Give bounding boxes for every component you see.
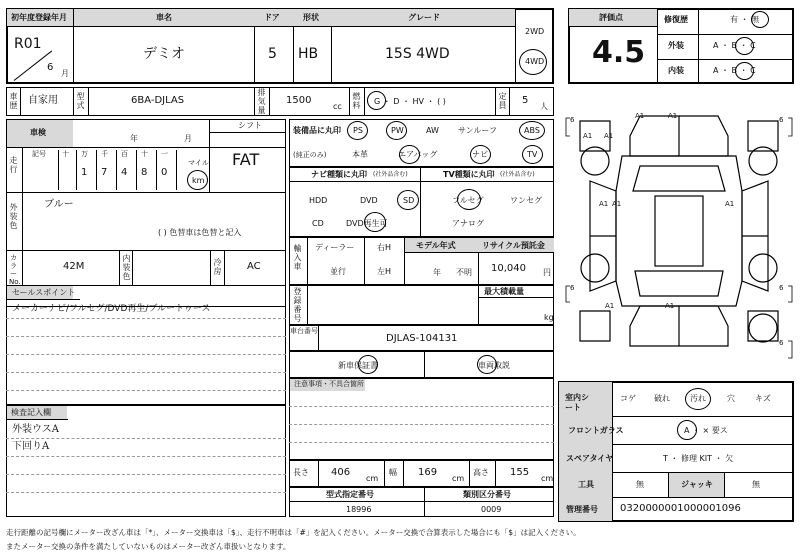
reg-month-unit: 月 xyxy=(61,69,69,78)
registration-label: 登録番号 xyxy=(293,287,302,323)
interior-b-circle xyxy=(735,62,754,80)
car-outline xyxy=(580,116,778,346)
recycle-value: 10,040 xyxy=(491,263,526,274)
glass-options: A ・ × 要ス xyxy=(684,426,728,435)
equipment-item: AW xyxy=(426,126,439,135)
import-left: 左H xyxy=(377,267,392,276)
navi-circle xyxy=(470,145,491,164)
digit-value: 8 xyxy=(141,167,148,178)
score-label: 評価点 xyxy=(599,13,623,22)
equipment-item: 本革 xyxy=(352,150,368,159)
notes-label: 注意事項・不具合箇所 xyxy=(294,380,364,388)
model-year-unknown: 不明 xyxy=(456,268,472,277)
capacity-label: 定員 xyxy=(498,92,507,110)
width-unit: cm xyxy=(452,474,465,483)
displacement-label: 排気量 xyxy=(257,88,266,115)
reg-month: 6 xyxy=(47,62,54,73)
mile-label: マイル xyxy=(188,159,209,167)
score-value: 4.5 xyxy=(592,35,646,70)
navi-dvd: DVD xyxy=(360,196,378,205)
length-unit: cm xyxy=(366,474,379,483)
model-value: 6BA-DJLAS xyxy=(131,95,185,106)
usage-label: 車歴 xyxy=(9,92,18,110)
inspection-notes-line1: 外装ウスA xyxy=(12,424,59,435)
footer-line2: またメーター交換の条件を満たしていないものはメーター改ざん車扱いとなります。 xyxy=(6,542,291,551)
tire-depth-label: 6 xyxy=(779,339,784,347)
height-value: 155 xyxy=(510,467,530,478)
damage-mark: A1 xyxy=(635,112,645,120)
new-warranty: 新車保証書 xyxy=(338,361,378,370)
digit-header: 十 xyxy=(62,150,69,158)
tv-oneseg: ワンセグ xyxy=(510,196,542,205)
width-label: 幅 xyxy=(389,468,397,477)
equipment-item: ABS xyxy=(524,126,540,135)
mileage-label: 走行 xyxy=(9,156,18,174)
model-label: 型式 xyxy=(76,92,85,110)
navi-hdd: HDD xyxy=(309,196,328,205)
inspection-label: 車検 xyxy=(30,128,46,137)
exterior-color-label: 外装色 xyxy=(9,203,18,230)
repair-none-circle xyxy=(751,11,769,28)
digit-header: 万 xyxy=(81,150,88,158)
grade-value: 15S 4WD xyxy=(385,46,450,62)
max-load-label: 最大積載量 xyxy=(484,287,524,296)
navi-sd: SD xyxy=(403,196,415,205)
type-no-value: 18996 xyxy=(346,505,372,514)
fuel-label: 燃料 xyxy=(352,92,361,110)
ps-circle xyxy=(347,121,368,140)
damage-mark: A1 xyxy=(725,200,735,208)
ac-label: 冷房 xyxy=(213,258,222,276)
sales-point-label: セールスポイント xyxy=(12,288,76,297)
drive-4wd-option: 4WD xyxy=(525,57,545,66)
import-parallel: 並行 xyxy=(330,267,346,276)
mgmt-value: 0320000001000001096 xyxy=(620,503,741,514)
reg-year-label: 初年度登録年月 xyxy=(11,13,67,22)
tire-depth-label: 6 xyxy=(570,284,575,292)
seat-option: 破れ xyxy=(654,394,670,403)
body-type-value: HB xyxy=(298,46,319,62)
digit-value: 4 xyxy=(121,167,128,178)
abs-circle xyxy=(519,121,545,140)
damage-mark: A1 xyxy=(665,302,675,310)
navi-sd-circle xyxy=(397,190,419,210)
height-unit: cm xyxy=(541,474,554,483)
length-label: 長さ xyxy=(293,468,309,477)
digit-header: 十 xyxy=(141,150,148,158)
grade-label: グレード xyxy=(408,13,440,22)
length-value: 406 xyxy=(331,467,351,478)
tv-header: TV種類に丸印 xyxy=(443,170,495,179)
car-name-label: 車名 xyxy=(156,13,172,22)
kg-unit: kg xyxy=(544,313,554,322)
recycle-yen: 円 xyxy=(543,268,551,277)
equipment-item: PW xyxy=(391,126,404,135)
chassis-value: DJLAS-104131 xyxy=(386,333,458,344)
fuel-g-circle xyxy=(367,91,386,110)
dvd-play-circle xyxy=(364,212,386,232)
capacity-value: 5 xyxy=(522,95,529,106)
interior-color-label: 内装色 xyxy=(122,254,131,281)
repair-options: 有 ・ 無 xyxy=(730,15,760,24)
damage-mark: A1 xyxy=(668,112,678,120)
equipment-item: TV xyxy=(527,150,538,159)
exterior-options: A ・ B ・ C xyxy=(713,41,756,50)
fuel-options: G ・ D ・ HV ・ ( ) xyxy=(374,97,446,106)
inspection-month-unit: 月 xyxy=(184,134,192,143)
drive-2wd-option: 2WD xyxy=(525,27,545,36)
recycle-label: リサイクル預託金 xyxy=(482,241,545,250)
tv-header-note: (社外品含む) xyxy=(500,171,535,178)
shift-label: シフト xyxy=(238,121,262,130)
exterior-color-value: ブルー xyxy=(44,199,74,210)
equipment-sub-label: (純正のみ) xyxy=(293,151,327,159)
class-no-value: 0009 xyxy=(481,505,502,514)
navi-cd: CD xyxy=(312,219,324,228)
tv-analog: アナログ xyxy=(452,219,484,228)
seat-option: 汚れ xyxy=(690,394,706,403)
glass-a-circle xyxy=(677,420,697,440)
damage-mark: A1 xyxy=(612,200,622,208)
manual: 車両取説 xyxy=(478,361,510,370)
glass-label: フロントガラス xyxy=(568,426,624,435)
navi-header-note: (社外品含む) xyxy=(373,171,408,178)
digit-header: 一 xyxy=(161,150,168,158)
new-warranty-circle xyxy=(358,355,378,374)
tool-label: 工具 xyxy=(578,480,594,489)
km-circle xyxy=(187,170,208,190)
doors-value: 5 xyxy=(268,46,277,62)
exterior-label: 外装 xyxy=(668,41,684,50)
docs-block xyxy=(289,351,554,378)
seat-stain-circle xyxy=(685,388,711,410)
car-name-value: デミオ xyxy=(143,46,185,62)
shift-value: FAT xyxy=(232,150,260,169)
tire-depth-label: 6 xyxy=(570,116,575,124)
sales-notes-lines xyxy=(6,285,286,405)
damage-mark: A1 xyxy=(605,302,615,310)
manual-circle xyxy=(477,355,497,374)
inspection-notes-line2: 下回りA xyxy=(12,441,50,452)
height-label: 高さ xyxy=(473,468,489,477)
repaint-note: ( ) 色替車は色替と記入 xyxy=(158,228,242,237)
import-right: 右H xyxy=(377,243,392,252)
import-label: 輸入車 xyxy=(293,244,302,271)
inspection-notes-label: 検査記入欄 xyxy=(11,408,51,417)
navi-dvd-play: DVD再生可 xyxy=(346,219,388,228)
tool-value: 無 xyxy=(636,480,644,489)
jack-value: 無 xyxy=(752,480,760,489)
type-no-label: 型式指定番号 xyxy=(326,490,374,499)
spare-label: スペアタイヤ xyxy=(566,454,614,463)
displacement-value: 1500 xyxy=(286,95,312,106)
color-code-value: 42M xyxy=(63,261,85,272)
equipment-item: PS xyxy=(353,126,363,135)
reg-era: R01 xyxy=(14,36,42,52)
repair-label: 修復歴 xyxy=(664,15,688,24)
drive-4wd-circle xyxy=(519,49,547,75)
seat-option: コゲ xyxy=(620,394,636,403)
damage-mark: A1 xyxy=(583,132,593,140)
navi-header: ナビ種類に丸印 xyxy=(311,170,367,179)
model-year-unit: 年 xyxy=(433,268,441,277)
record-label: 記号 xyxy=(32,150,46,158)
exterior-b-circle xyxy=(735,37,754,55)
class-no-label: 類別区分番号 xyxy=(463,490,511,499)
spare-options: T ・ 修理 KIT ・ 欠 xyxy=(663,454,734,463)
digit-header: 千 xyxy=(101,150,108,158)
chassis-label: 車台番号 xyxy=(290,327,318,335)
digit-header: 百 xyxy=(121,150,128,158)
sales-point-text: メーカーナビ/フルセグ/DVD再生/ブルートゥース xyxy=(12,304,211,314)
interior-label: 内装 xyxy=(668,66,684,75)
equipment-item: サンルーフ xyxy=(458,126,497,135)
ac-value: AC xyxy=(247,261,261,272)
tire-depth-label: 6 xyxy=(779,284,784,292)
inspection-notes-block xyxy=(6,405,286,517)
tire-depth-label: 6 xyxy=(779,116,784,124)
tv-fullseg: フルセグ xyxy=(452,196,484,205)
body-label: 形状 xyxy=(303,13,319,22)
km-label: km xyxy=(192,176,205,185)
digit-value: 7 xyxy=(101,167,108,178)
color-code-label: カラーNo. xyxy=(9,254,21,286)
damage-mark: A1 xyxy=(604,132,614,140)
interior-options: A ・ B ・ C xyxy=(713,66,756,75)
jack-label: ジャッキ xyxy=(681,480,713,489)
import-dealer: ディーラー xyxy=(315,243,355,252)
digit-value: 1 xyxy=(81,167,88,178)
door-label: ドア xyxy=(264,13,280,22)
equipment-item: ナビ xyxy=(472,150,488,159)
equipment-label: 装備品に丸印 xyxy=(293,126,341,135)
cc-unit: cc xyxy=(333,102,342,111)
fullseg-circle xyxy=(457,189,481,210)
equipment-item: エアバッグ xyxy=(398,150,438,159)
tv-circle xyxy=(522,145,543,164)
airbag-circle xyxy=(399,145,420,164)
capacity-unit: 人 xyxy=(540,102,548,111)
width-value: 169 xyxy=(418,467,438,478)
seat-option: 穴 xyxy=(727,394,735,403)
seat-label: 室内シート xyxy=(565,393,589,412)
mgmt-label: 管理番号 xyxy=(566,505,598,514)
footer-line1: 走行距離の記号欄にメーター改ざん車は「*」、メーター交換車は「$」、走行不明車は「#」を記入ください。メーター交換で合算表示した場合にも「$」は記入ください。 xyxy=(6,528,581,537)
digit-value: 0 xyxy=(161,167,168,178)
seat-option: キズ xyxy=(755,394,771,403)
model-year-label: モデル年式 xyxy=(416,241,456,250)
pw-circle xyxy=(386,121,407,140)
car-damage-diagram xyxy=(560,96,798,376)
usage-value: 自家用 xyxy=(28,95,58,106)
inspection-year-unit: 年 xyxy=(130,134,138,143)
damage-mark: A1 xyxy=(599,200,609,208)
